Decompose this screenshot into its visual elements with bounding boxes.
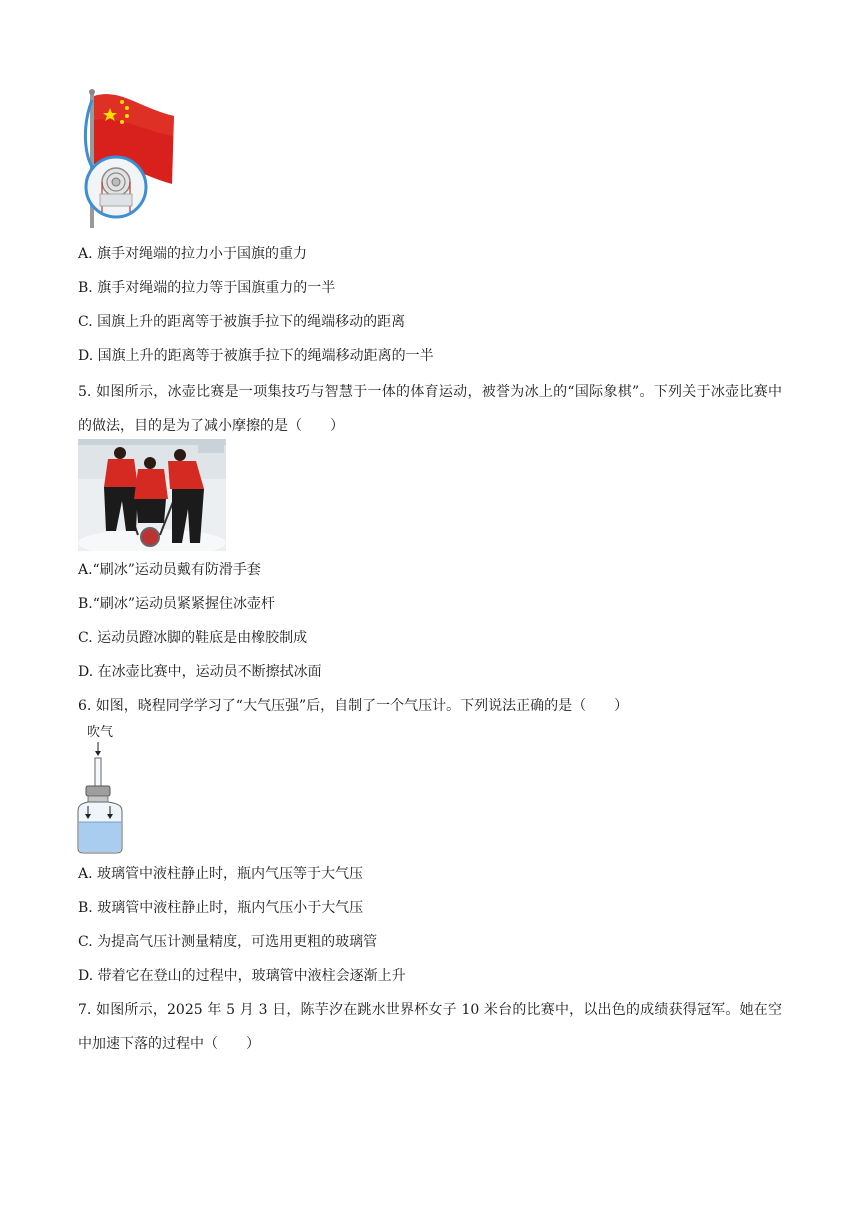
q5-option-a: A.“刷冰”运动员戴有防滑手套: [78, 562, 261, 578]
q6-stem: 6. 如图，晓程同学学习了“大气压强”后，自制了一个气压计。下列说法正确的是（ ）: [78, 698, 629, 714]
q6-option-a: A. 玻璃管中液柱静止时，瓶内气压等于大气压: [78, 866, 364, 882]
q6-option-b: B. 玻璃管中液柱静止时，瓶内气压小于大气压: [78, 900, 364, 916]
q5-option-b: B.“刷冰”运动员紧紧握住冰壶杆: [78, 596, 276, 612]
q7-stem: 7. 如图所示，2025 年 5 月 3 日，陈芋汐在跳水世界杯女子 10 米台的比赛中，以出色的成绩获得冠军。她在空中加速下落的过程中（ ）: [78, 1002, 782, 1052]
q4-option-a: A. 旗手对绳端的拉力小于国旗的重力: [78, 246, 308, 262]
q4-option-b: B. 旗手对绳端的拉力等于国旗重力的一半: [78, 280, 336, 296]
q6-figure-label: 吹气: [87, 725, 114, 740]
flag-pulley-figure: [80, 86, 176, 230]
q5-option-c: C. 运动员蹬冰脚的鞋底是由橡胶制成: [78, 630, 308, 646]
q6-option-d: D. 带着它在登山的过程中，玻璃管中液柱会逐渐上升: [78, 968, 406, 984]
curling-photo: [78, 439, 226, 551]
q5-stem: 5. 如图所示，冰壶比赛是一项集技巧与智慧于一体的体育运动，被誉为冰上的“国际象棋”。下列关于冰壶比赛中的做法，目的是为了减小摩擦的是（ ）: [78, 384, 782, 434]
q4-option-c: C. 国旗上升的距离等于被旗手拉下的绳端移动的距离: [78, 314, 406, 330]
q4-option-d: D. 国旗上升的距离等于被旗手拉下的绳端移动距离的一半: [78, 348, 434, 364]
barometer-figure: [76, 742, 124, 854]
q6-option-c: C. 为提高气压计测量精度，可选用更粗的玻璃管: [78, 934, 378, 950]
q5-option-d: D. 在冰壶比赛中，运动员不断擦拭冰面: [78, 664, 322, 680]
